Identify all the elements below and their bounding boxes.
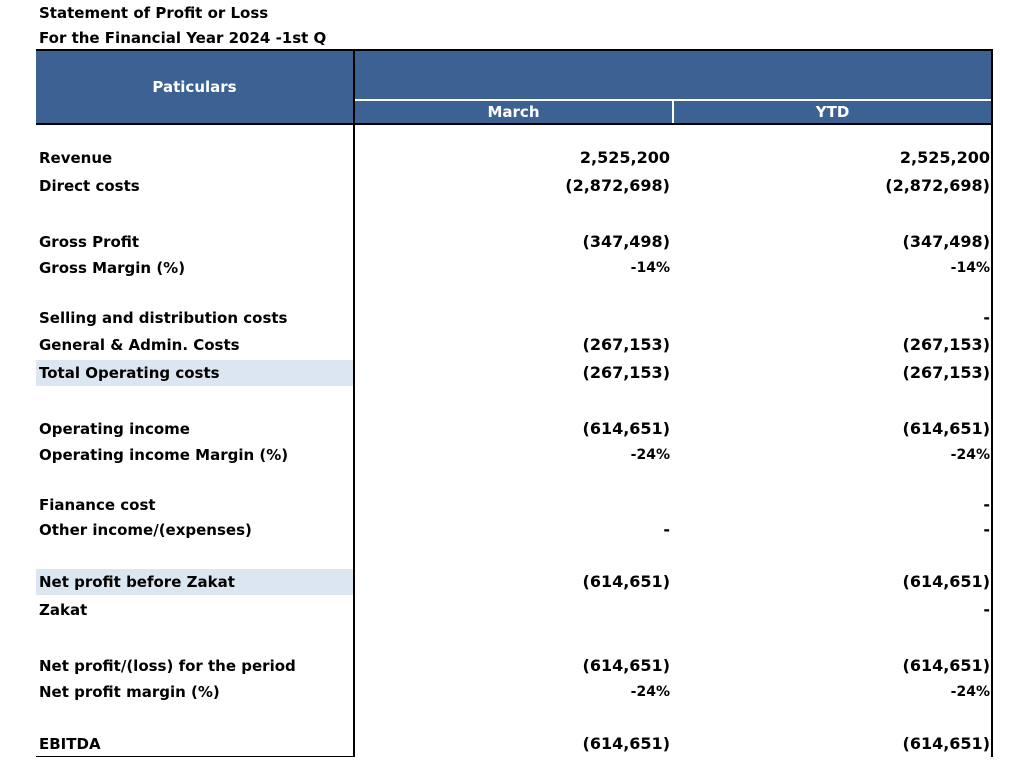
row-label: Operating income bbox=[39, 420, 190, 438]
march-value: (267,153) bbox=[582, 363, 670, 382]
ytd-value: -14% bbox=[950, 260, 990, 276]
march-value: -24% bbox=[630, 447, 670, 463]
ytd-column-header bbox=[674, 101, 991, 123]
table-row-selling-distribution bbox=[0, 306, 1009, 330]
table-bottom-border bbox=[36, 756, 354, 757]
ytd-value: (267,153) bbox=[902, 363, 990, 382]
row-label: Net profit before Zakat bbox=[39, 573, 235, 591]
table-row-other-income bbox=[0, 518, 1009, 542]
ytd-value: - bbox=[983, 520, 990, 539]
table-row-general-admin bbox=[0, 333, 1009, 357]
table-row-ebitda bbox=[0, 732, 1009, 756]
ytd-value: - bbox=[983, 308, 990, 327]
march-value: - bbox=[663, 520, 670, 539]
row-label: Total Operating costs bbox=[39, 364, 220, 382]
ytd-value: (614,651) bbox=[902, 734, 990, 753]
march-value: (347,498) bbox=[582, 232, 670, 251]
march-value: -24% bbox=[630, 684, 670, 700]
period-header-band bbox=[355, 51, 991, 99]
row-label: Gross Margin (%) bbox=[39, 259, 186, 277]
ytd-value: (2,872,698) bbox=[885, 176, 990, 195]
ytd-value: - bbox=[983, 495, 990, 514]
row-label: Operating income Margin (%) bbox=[39, 446, 289, 464]
ytd-value: (614,651) bbox=[902, 572, 990, 591]
row-label: EBITDA bbox=[39, 735, 101, 753]
table-row-net-profit-period bbox=[0, 654, 1009, 678]
ytd-value: 2,525,200 bbox=[899, 148, 990, 167]
ytd-value: -24% bbox=[950, 447, 990, 463]
march-column-header bbox=[355, 101, 672, 123]
row-label: Fianance cost bbox=[39, 496, 156, 514]
march-value: (614,651) bbox=[582, 419, 670, 438]
ytd-value: - bbox=[983, 600, 990, 619]
row-label: Revenue bbox=[39, 149, 113, 167]
march-value: 2,525,200 bbox=[579, 148, 670, 167]
row-label: General & Admin. Costs bbox=[39, 336, 240, 354]
row-label: Net profit margin (%) bbox=[39, 683, 220, 701]
table-row-operating-income bbox=[0, 417, 1009, 441]
march-column-label: March bbox=[487, 103, 540, 121]
table-row-operating-margin bbox=[0, 443, 1009, 467]
table-row-gross-profit bbox=[0, 230, 1009, 254]
row-label: Direct costs bbox=[39, 177, 140, 195]
particulars-header bbox=[36, 51, 353, 123]
report-subtitle: For the Financial Year 2024 -1st Q bbox=[39, 29, 327, 47]
row-label: Net profit/(loss) for the period bbox=[39, 657, 296, 675]
report-title: Statement of Profit or Loss bbox=[39, 4, 269, 22]
march-value: (2,872,698) bbox=[565, 176, 670, 195]
ytd-value: (614,651) bbox=[902, 419, 990, 438]
row-label: Other income/(expenses) bbox=[39, 521, 252, 539]
table-row-finance-cost bbox=[0, 493, 1009, 517]
header-bottom-border bbox=[36, 123, 993, 125]
march-value: (614,651) bbox=[582, 734, 670, 753]
march-value: -14% bbox=[630, 260, 670, 276]
ytd-value: (267,153) bbox=[902, 335, 990, 354]
table-row-net-profit-margin bbox=[0, 680, 1009, 704]
row-label: Zakat bbox=[39, 601, 88, 619]
march-value: (614,651) bbox=[582, 572, 670, 591]
ytd-column-label: YTD bbox=[815, 103, 850, 121]
table-row-gross-margin bbox=[0, 256, 1009, 280]
table-row-direct-costs bbox=[0, 174, 1009, 198]
ytd-value: (347,498) bbox=[902, 232, 990, 251]
table-row-zakat bbox=[0, 598, 1009, 622]
row-label: Gross Profit bbox=[39, 233, 140, 251]
ytd-value: -24% bbox=[950, 684, 990, 700]
table-row-revenue bbox=[0, 146, 1009, 170]
table-row-total-operating-costs bbox=[0, 361, 1009, 385]
table-row-net-profit-before-zakat bbox=[0, 570, 1009, 594]
row-label: Selling and distribution costs bbox=[39, 309, 288, 327]
ytd-value: (614,651) bbox=[902, 656, 990, 675]
march-value: (614,651) bbox=[582, 656, 670, 675]
particulars-header-label: Paticulars bbox=[152, 78, 237, 96]
march-value: (267,153) bbox=[582, 335, 670, 354]
